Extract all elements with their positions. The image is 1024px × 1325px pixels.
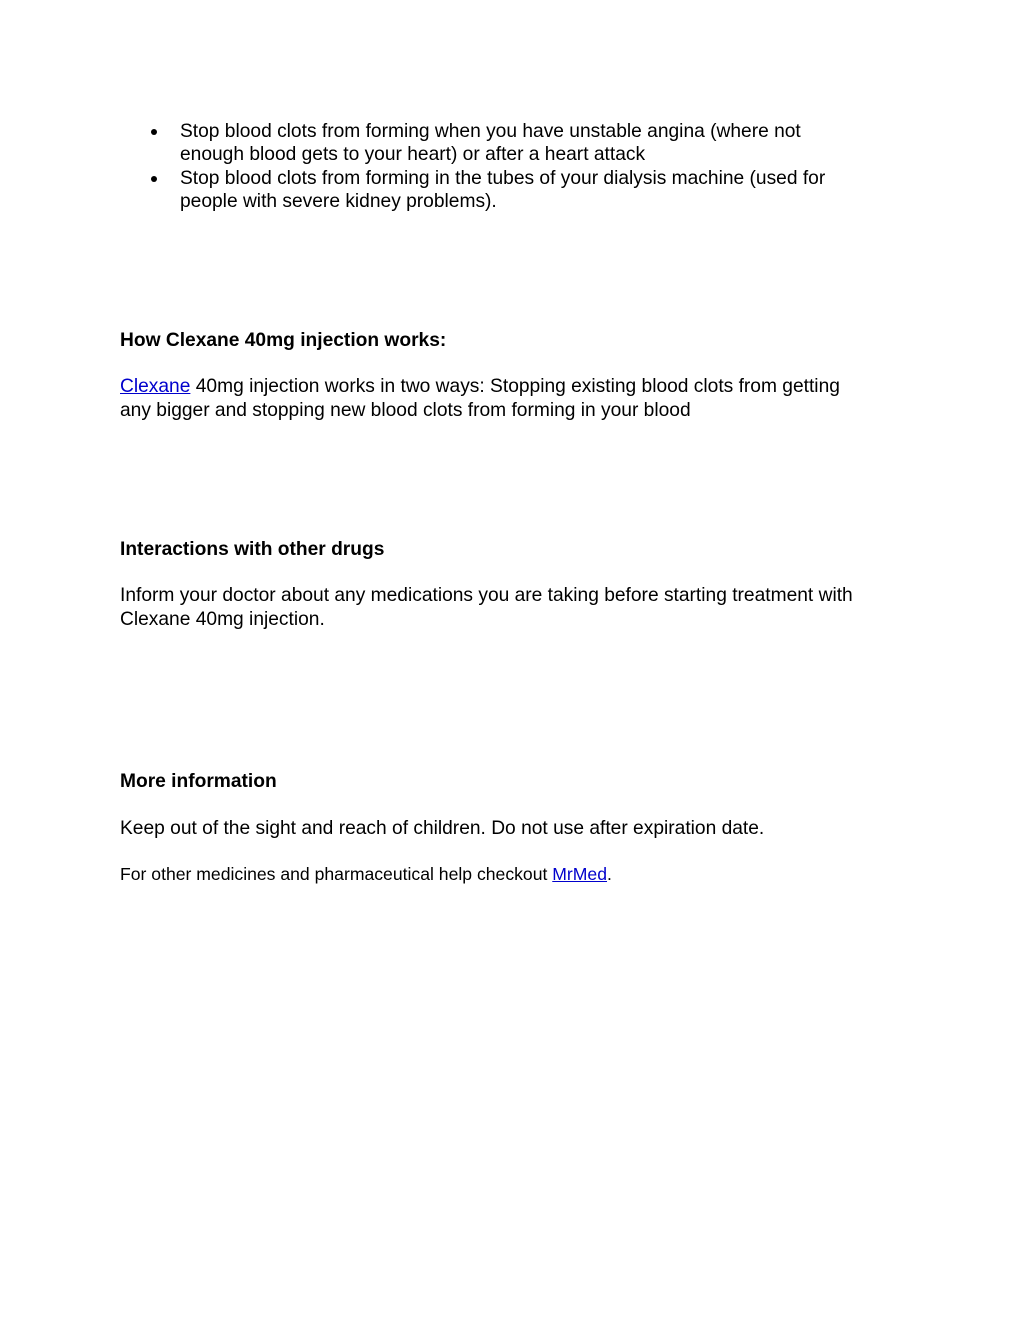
how-it-works-line-1-text: 40mg injection works in two ways: Stopping existing blood clots from getting [190,376,840,397]
interactions-line-2: Clexane 40mg injection. [120,609,325,630]
mrmed-link[interactable]: MrMed [552,864,608,884]
section-heading-interactions: Interactions with other drugs [120,539,385,560]
more-information-line-1: Keep out of the sight and reach of children. Do not use after expiration date. [120,818,765,839]
footer-prefix: For other medicines and pharmaceutical help checkout [120,864,553,884]
bullet-2-line-1: Stop blood clots from forming in the tubes of your dialysis machine (used for [180,168,826,189]
section-heading-how-it-works: How Clexane 40mg injection works: [120,330,447,351]
bullet-2-line-2: people with severe kidney problems). [180,191,497,212]
section-heading-more-information: More information [120,771,277,792]
bullet-icon [151,129,157,135]
bullet-icon [151,176,157,182]
footer-line [120,863,612,885]
bullet-1-line-2: enough blood gets to your heart) or after a heart attack [180,144,646,165]
footer-suffix: . [607,864,612,884]
bullet-1-line-1: Stop blood clots from forming when you have unstable angina (where not [180,121,801,142]
interactions-line-1: Inform your doctor about any medications you are taking before starting treatment with [120,585,853,606]
how-it-works-line-1 [120,375,840,399]
how-it-works-line-2: any bigger and stopping new blood clots from forming in your blood [120,400,691,421]
clexane-link[interactable]: Clexane [120,376,191,397]
